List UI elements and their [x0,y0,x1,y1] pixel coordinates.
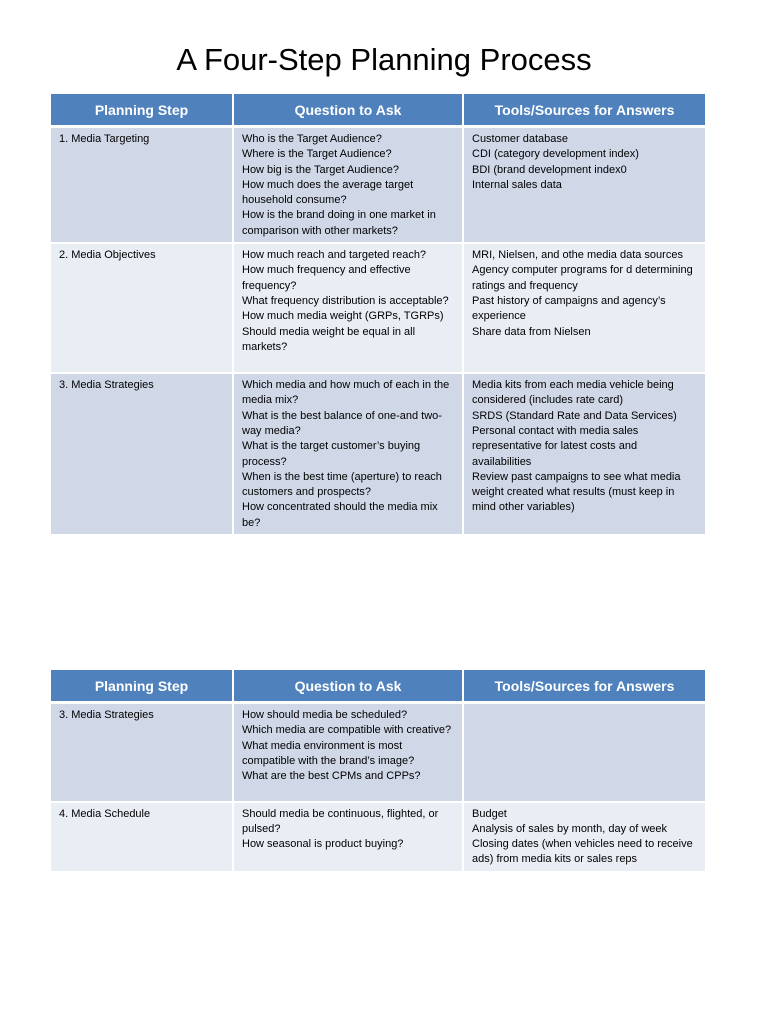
question-line: How much reach and targeted reach? [242,249,427,262]
tools-cell [463,373,705,535]
tool-line: Review past campaigns to see what media weight created what results (must keep in mind other variables) [472,470,681,514]
header-tools-sources: Tools/Sources for Answers [463,670,705,703]
question-line: Where is the Target Audience? [242,148,392,161]
question-line: What is the best balance of one-and two-way media? [242,409,442,437]
step-cell: 1. Media Targeting [51,127,233,244]
tools-cell [463,802,705,872]
question-line: How concentrated should the media mix be? [242,501,438,529]
tool-line: Customer database [472,133,568,145]
table-header-row [51,94,705,127]
header-planning-step: Planning Step [51,670,233,703]
table-header-row [51,670,705,703]
table-row [51,373,705,535]
questions-cell [233,127,463,244]
question-line: How much media weight (GRPs, TGRPs) [242,310,444,323]
step-cell: 3. Media Strategies [51,373,233,535]
question-line: What media environment is most compatible with the brand’s image? [242,739,415,767]
question-line: Who is the Target Audience? [242,133,382,145]
questions-cell [233,703,463,802]
tool-line: MRI, Nielsen, and othe media data sources [472,249,683,262]
step-cell: 2. Media Objectives [51,243,233,373]
table-row [51,802,705,872]
header-planning-step: Planning Step [51,94,233,127]
question-line: When is the best time (aperture) to reach customers and prospects? [242,470,442,499]
step-cell: 4. Media Schedule [51,802,233,872]
tools-cell [463,243,705,373]
question-line: What are the best CPMs and CPPs? [242,770,421,783]
tool-line: Share data from Nielsen [472,325,591,338]
tool-line: Closing dates (when vehicles need to receive ads) from media kits or sales reps [472,838,693,866]
questions-cell [233,802,463,872]
question-line: Should media weight be equal in all markets? [242,325,416,353]
tool-line: BDI (brand development index0 [472,163,627,176]
planning-table-1 [51,94,705,536]
step-cell: 3. Media Strategies [51,703,233,802]
question-line: How much does the average target household consume? [242,178,414,207]
header-question-to-ask: Question to Ask [233,94,463,127]
question-line: What frequency distribution is acceptable? [242,294,449,307]
question-line: How should media be scheduled? [242,709,408,721]
tool-line: Media kits from each media vehicle being considered (includes rate card) [472,379,674,407]
question-line: Should media be continuous, flighted, or pulsed? [242,807,439,835]
tools-cell [463,127,705,244]
table-row [51,127,705,244]
tools-cell [463,703,705,802]
tool-line: Personal contact with media sales representative for latest costs and availabilities [472,424,639,468]
tool-line: Past history of campaigns and agency’s experience [472,294,666,323]
table-row [51,243,705,373]
questions-cell [233,373,463,535]
question-line: How much frequency and effective frequency? [242,264,411,292]
questions-cell [233,243,463,373]
table-row [51,703,705,802]
tool-line: SRDS (Standard Rate and Data Services) [472,409,677,422]
header-question-to-ask: Question to Ask [233,670,463,703]
tool-line: Analysis of sales by month, day of week [472,822,668,835]
header-tools-sources: Tools/Sources for Answers [463,94,705,127]
planning-table-2 [51,670,705,873]
question-line: What is the target customer’s buying process? [242,440,421,468]
question-line: How is the brand doing in one market in comparison with other markets? [242,209,436,237]
question-line: How seasonal is product buying? [242,838,404,851]
tool-line: Internal sales data [472,178,562,191]
page-title: A Four-Step Planning Process [176,42,592,77]
question-line: How big is the Target Audience? [242,163,399,176]
question-line: Which media are compatible with creative? [242,724,452,737]
question-line: Which media and how much of each in the media mix? [242,379,450,407]
tool-line: Budget [472,807,507,820]
tool-line: Agency computer programs for d determining ratings and frequency [472,264,693,292]
tool-line: CDI (category development index) [472,148,639,161]
